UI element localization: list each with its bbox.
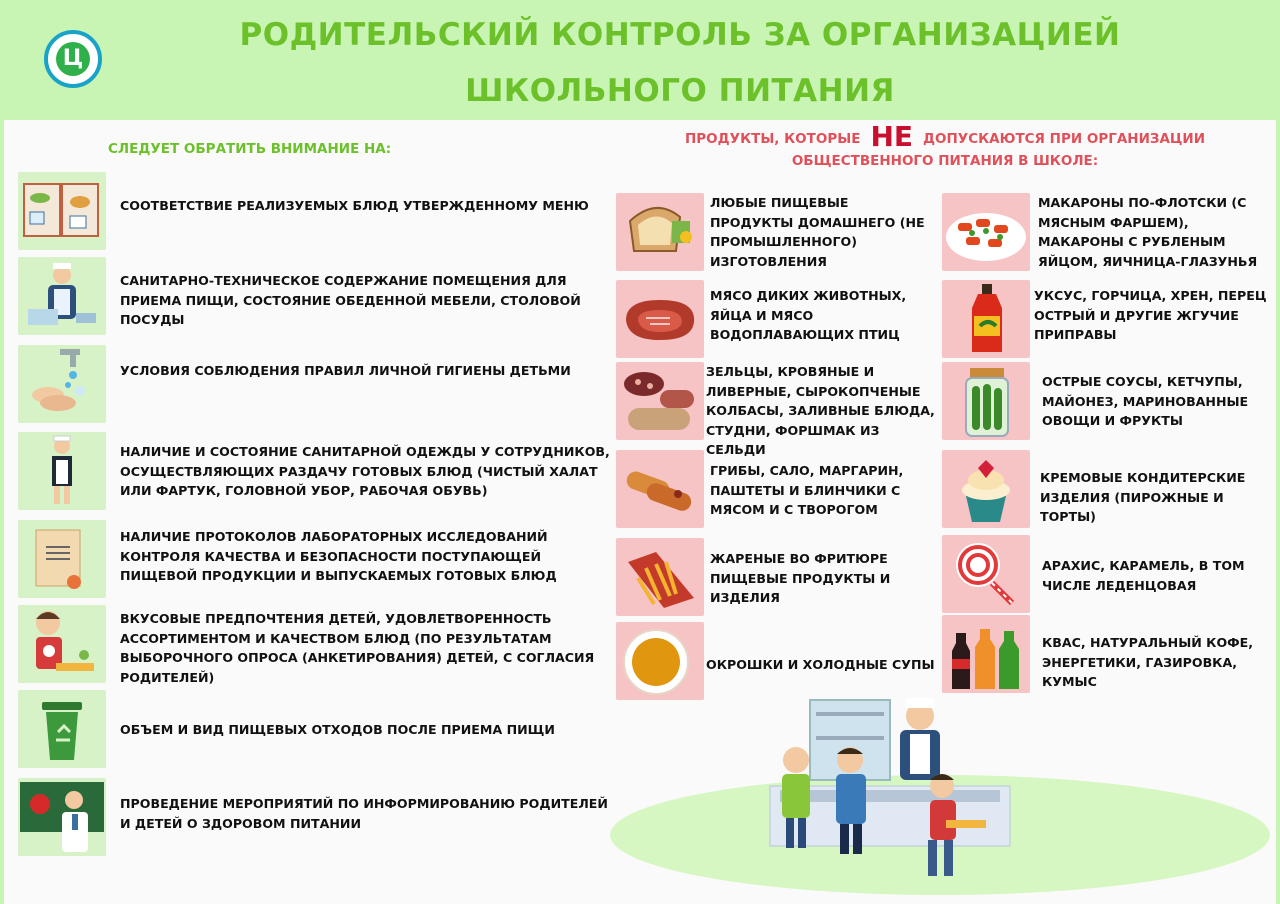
heading-pre: ПРОДУКТЫ, КОТОРЫЕ — [684, 131, 861, 147]
product-text: АРАХИС, КАРАМЕЛЬ, В ТОМ ЧИСЛЕ ЛЕДЕНЦОВАЯ — [1042, 558, 1245, 593]
list-item — [18, 520, 608, 600]
child-with-tray-icon — [18, 605, 106, 683]
hand-washing-icon — [18, 345, 106, 423]
heading-post: ДОПУСКАЮТСЯ ПРИ ОРГАНИЗАЦИИ — [923, 131, 1206, 147]
cleaning-worker-icon — [18, 257, 106, 335]
heading-ne: НЕ — [870, 120, 913, 153]
list-item — [18, 778, 608, 858]
trash-bin-icon — [18, 690, 106, 768]
teacher-icon — [18, 778, 106, 856]
hot-sauce-icon — [942, 280, 1030, 358]
fries-icon — [616, 538, 704, 616]
heading-line2: ОБЩЕСТВЕННОГО ПИТАНИЯ В ШКОЛЕ: — [791, 153, 1099, 169]
logo — [44, 30, 102, 88]
page-title-line1: РОДИТЕЛЬСКИЙ КОНТРОЛЬ ЗА ОРГАНИЗАЦИЕЙ — [239, 17, 1121, 53]
list-item-text: ПРОВЕДЕНИЕ МЕРОПРИЯТИЙ ПО ИНФОРМИРОВАНИЮ РОДИТЕЛЕЙ И ДЕТЕЙ О ЗДОРОВОМ ПИТАНИИ — [120, 796, 608, 831]
product-item — [616, 538, 936, 618]
product-text: ЗЕЛЬЦЫ, КРОВЯНЫЕ И ЛИВЕРНЫЕ, СЫРОКОПЧЕНЫЕ КОЛБАСЫ, ЗАЛИВНЫЕ БЛЮДА, СТУДНИ, ФОРШМАК ИЗ СЕЛЬДИ — [706, 364, 935, 457]
list-item-text: НАЛИЧИЕ И СОСТОЯНИЕ САНИТАРНОЙ ОДЕЖДЫ У СОТРУДНИКОВ, ОСУЩЕСТВЛЯЮЩИХ РАЗДАЧУ ГОТОВЫХ БЛЮД (ЧИСТЫЙ ХАЛАТ ИЛИ ФАРТУК, ГОЛОВНОЙ УБОР, РАБОЧАЯ ОБУВЬ) — [120, 444, 610, 498]
product-text: ЛЮБЫЕ ПИЩЕВЫЕ ПРОДУКТЫ ДОМАШНЕГО (НЕ ПРОМЫШЛЕННОГО) ИЗГОТОВЛЕНИЯ — [710, 195, 925, 269]
cook-uniform-icon — [18, 432, 106, 510]
steak-icon — [616, 280, 704, 358]
list-item-text: УСЛОВИЯ СОБЛЮДЕНИЯ ПРАВИЛ ЛИЧНОЙ ГИГИЕНЫ ДЕТЬМИ — [120, 363, 571, 378]
sandwich-icon — [616, 193, 704, 271]
right-section-heading — [620, 120, 1270, 172]
list-item-text: ВКУСОВЫЕ ПРЕДПОЧТЕНИЯ ДЕТЕЙ, УДОВЛЕТВОРЕННОСТЬ АССОРТИМЕНТОМ И КАЧЕСТВОМ БЛЮД (ПО РЕЗУЛЬТАТАМ ВЫБОРОЧНОГО ОПРОСА (АНКЕТИРОВАНИЯ) ДЕТЕЙ, С СОГЛАСИЯ РОДИТЕЛЕЙ) — [120, 611, 595, 685]
product-item — [942, 362, 1272, 442]
bottles-icon — [942, 615, 1030, 693]
product-text: МАКАРОНЫ ПО-ФЛОТСКИ (С МЯСНЫМ ФАРШЕМ), МАКАРОНЫ С РУБЛЕНЫМ ЯЙЦОМ, ЯИЧНИЦА-ГЛАЗУНЬЯ — [1038, 195, 1258, 269]
list-item — [18, 432, 608, 512]
product-item — [942, 535, 1272, 615]
product-item — [942, 280, 1272, 360]
product-text: КВАС, НАТУРАЛЬНЫЙ КОФЕ, ЭНЕРГЕТИКИ, ГАЗИРОВКА, КУМЫС — [1042, 635, 1254, 689]
menu-icon — [18, 172, 106, 250]
product-text: УКСУС, ГОРЧИЦА, ХРЕН, ПЕРЕЦ ОСТРЫЙ И ДРУГИЕ ЖГУЧИЕ ПРИПРАВЫ — [1034, 288, 1267, 342]
header — [0, 0, 1280, 118]
pickles-jar-icon — [942, 362, 1030, 440]
list-item-text: САНИТАРНО-ТЕХНИЧЕСКОЕ СОДЕРЖАНИЕ ПОМЕЩЕНИЯ ДЛЯ ПРИЕМА ПИЩИ, СОСТОЯНИЕ ОБЕДЕННОЙ МЕБЕЛИ, СТОЛОВОЙ ПОСУДЫ — [120, 273, 581, 327]
cupcake-icon — [942, 450, 1030, 528]
pancakes-icon — [616, 450, 704, 528]
product-text: ОКРОШКИ И ХОЛОДНЫЕ СУПЫ — [706, 657, 935, 672]
list-item-text: НАЛИЧИЕ ПРОТОКОЛОВ ЛАБОРАТОРНЫХ ИССЛЕДОВАНИЙ КОНТРОЛЯ КАЧЕСТВА И БЕЗОПАСНОСТИ ПОСТУПАЮЩЕЙ ПИЩЕВОЙ ПРОДУКЦИИ И ВЫПУСКАЕМЫХ ГОТОВЫХ БЛЮД — [120, 529, 557, 583]
product-text: ЖАРЕНЫЕ ВО ФРИТЮРЕ ПИЩЕВЫЕ ПРОДУКТЫ И ИЗДЕЛИЯ — [710, 551, 891, 605]
product-text: МЯСО ДИКИХ ЖИВОТНЫХ, ЯЙЦА И МЯСО ВОДОПЛАВАЮЩИХ ПТИЦ — [710, 288, 907, 342]
product-text: ГРИБЫ, САЛО, МАРГАРИН, ПАШТЕТЫ И БЛИНЧИКИ С МЯСОМ И С ТВОРОГОМ — [710, 463, 904, 517]
product-text: КРЕМОВЫЕ КОНДИТЕРСКИЕ ИЗДЕЛИЯ (ПИРОЖНЫЕ И ТОРТЫ) — [1040, 470, 1246, 524]
list-item — [18, 345, 608, 425]
soup-bowl-icon — [616, 622, 704, 700]
product-item — [616, 193, 936, 273]
product-item — [616, 362, 936, 457]
list-item — [18, 690, 608, 770]
logo-letter: Ц — [56, 42, 90, 76]
sausage-icon — [616, 362, 704, 440]
product-item — [942, 615, 1272, 695]
lollipop-icon — [942, 535, 1030, 613]
page-title-line2: ШКОЛЬНОГО ПИТАНИЯ — [465, 73, 895, 109]
product-item — [942, 450, 1272, 530]
certificate-icon — [18, 520, 106, 598]
list-item-text: ОБЪЕМ И ВИД ПИЩЕВЫХ ОТХОДОВ ПОСЛЕ ПРИЕМА ПИЩИ — [120, 722, 555, 737]
list-item — [18, 605, 608, 685]
list-item — [18, 172, 608, 252]
cafeteria-illustration — [610, 690, 1270, 904]
product-item — [616, 450, 936, 530]
left-section-heading: СЛЕДУЕТ ОБРАТИТЬ ВНИМАНИЕ НА: — [108, 141, 392, 157]
product-text: ОСТРЫЕ СОУСЫ, КЕТЧУПЫ, МАЙОНЕЗ, МАРИНОВАННЫЕ ОВОЩИ И ФРУКТЫ — [1042, 374, 1249, 428]
product-item — [942, 193, 1272, 273]
product-item — [616, 280, 936, 360]
pasta-icon — [942, 193, 1030, 271]
list-item-text: СООТВЕТСТВИЕ РЕАЛИЗУЕМЫХ БЛЮД УТВЕРЖДЕННОМУ МЕНЮ — [120, 198, 589, 213]
list-item — [18, 257, 608, 337]
